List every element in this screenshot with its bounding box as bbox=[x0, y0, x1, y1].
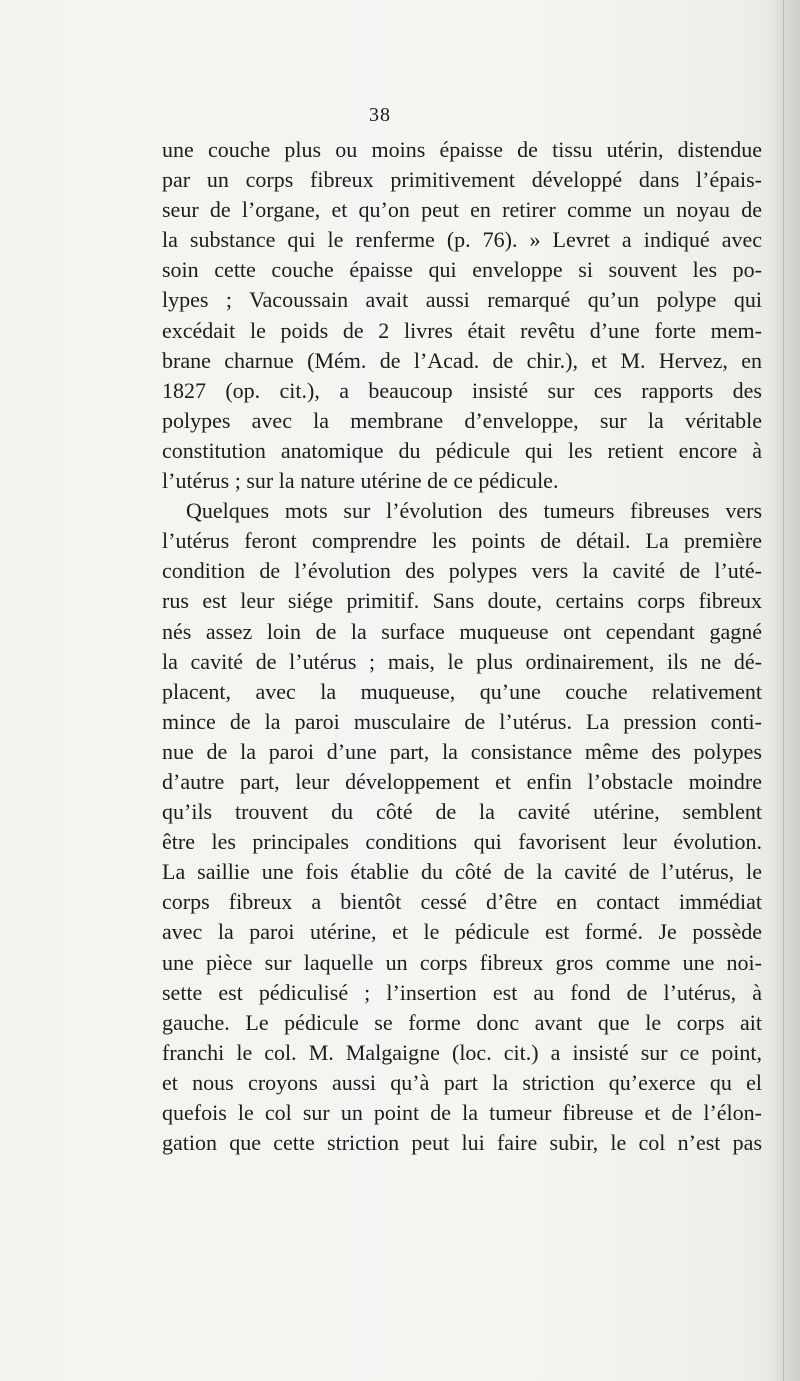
text-line: franchi le col. M. Malgaigne (loc. cit.) a insisté sur ce point, bbox=[162, 1039, 762, 1065]
text-line: placent, avec la muqueuse, qu’une couche relativement bbox=[162, 678, 762, 704]
text-line: l’utérus feront comprendre les points de détail. La première bbox=[162, 528, 762, 554]
text-line: une couche plus ou moins épaisse de tissu utérin, distendue bbox=[162, 137, 762, 162]
text-line: polypes avec la membrane d’enveloppe, sur la véritable bbox=[162, 407, 762, 433]
text-line: la cavité de l’utérus ; mais, le plus ordinairement, ils ne dé- bbox=[162, 648, 762, 674]
text-line: soin cette couche épaisse qui enveloppe si souvent les po- bbox=[162, 257, 762, 283]
text-line: mince de la paroi musculaire de l’utérus. La pression conti- bbox=[162, 708, 762, 734]
page-number: 38 bbox=[369, 104, 391, 126]
text-line: par un corps fibreux primitivement développé dans l’épais- bbox=[162, 167, 762, 193]
text-line: et nous croyons aussi qu’à part la striction qu’exerce qu el bbox=[162, 1069, 762, 1095]
text-line: constitution anatomique du pédicule qui les retient encore à bbox=[162, 437, 762, 463]
text-line: excédait le poids de 2 livres était revêtu d’une forte mem- bbox=[162, 317, 762, 343]
text-line: qu’ils trouvent du côté de la cavité utérine, semblent bbox=[162, 799, 762, 825]
page-edge-line bbox=[783, 0, 784, 1381]
body-text bbox=[162, 135, 762, 1158]
text-line: condition de l’évolution des polypes vers la cavité de l’uté- bbox=[162, 558, 762, 584]
text-line: 1827 (op. cit.), a beaucoup insisté sur ces rapports des bbox=[162, 377, 762, 403]
text-line: être les principales conditions qui favorisent leur évolution. bbox=[162, 829, 762, 855]
text-line: nue de la paroi d’une part, la consistance même des polypes bbox=[162, 738, 762, 764]
text-line: gauche. Le pédicule se forme donc avant que le corps ait bbox=[162, 1009, 762, 1035]
text-line: rus est leur siége primitif. Sans doute, certains corps fibreux bbox=[162, 588, 762, 614]
text-line: brane charnue (Mém. de l’Acad. de chir.), et M. Hervez, en bbox=[162, 347, 762, 373]
text-line: lypes ; Vacoussain avait aussi remarqué qu’un polype qui bbox=[162, 287, 762, 313]
text-line: avec la paroi utérine, et le pédicule est formé. Je possède bbox=[162, 919, 762, 945]
text-line: seur de l’organe, et qu’on peut en retirer comme un noyau de bbox=[162, 197, 762, 223]
text-line: d’autre part, leur développement et enfin l’obstacle moindre bbox=[162, 768, 762, 794]
text-line: quefois le col sur un point de la tumeur fibreuse et de l’élon- bbox=[162, 1100, 762, 1125]
text-line: sette est pédiculisé ; l’insertion est au fond de l’utérus, à bbox=[162, 979, 762, 1005]
text-line: corps fibreux a bientôt cessé d’être en contact immédiat bbox=[162, 889, 762, 915]
text-line: nés assez loin de la surface muqueuse ont cependant gagné bbox=[162, 618, 762, 644]
text-line: la substance qui le renferme (p. 76). » Levret a indiqué avec bbox=[162, 227, 762, 253]
text-line: l’utérus ; sur la nature utérine de ce pédicule. bbox=[162, 468, 559, 494]
text-line: La saillie une fois établie du côté de la cavité de l’utérus, le bbox=[162, 859, 762, 885]
text-line: gation que cette striction peut lui faire subir, le col n’est pas bbox=[162, 1130, 762, 1156]
text-line: une pièce sur laquelle un corps fibreux gros comme une noi- bbox=[162, 949, 762, 975]
text-line: Quelques mots sur l’évolution des tumeurs fibreuses vers bbox=[186, 498, 762, 524]
